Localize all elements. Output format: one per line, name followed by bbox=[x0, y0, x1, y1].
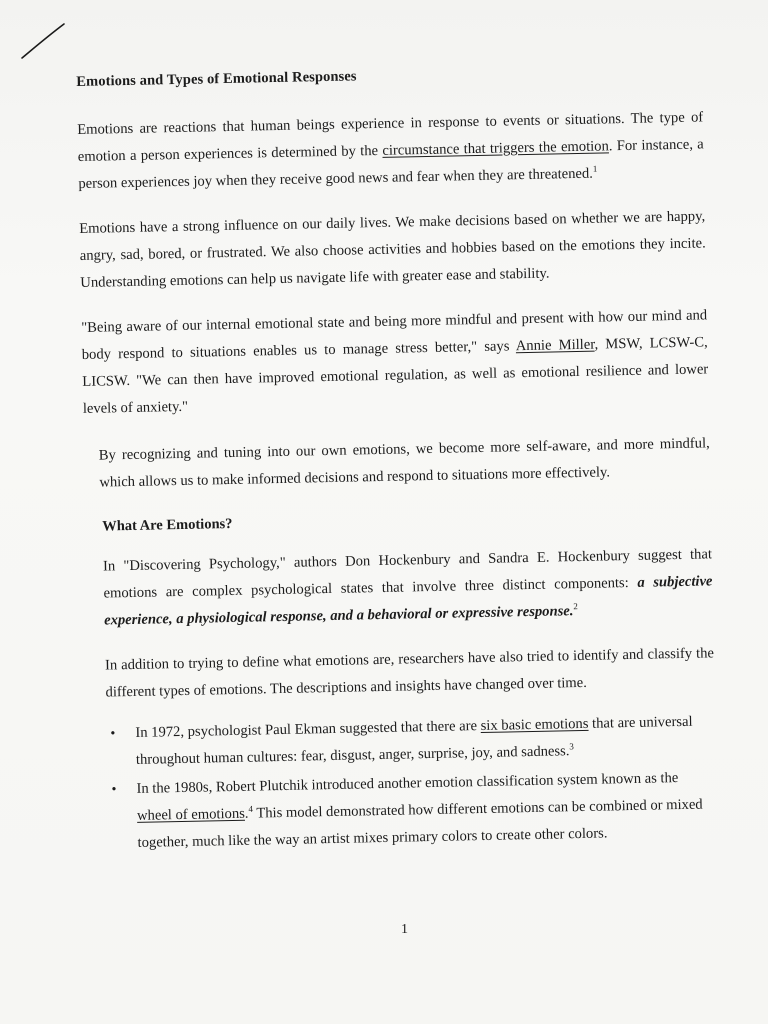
footnote-ref-4: 4 bbox=[248, 803, 254, 814]
section-heading-what-are-emotions: What Are Emotions? bbox=[102, 515, 233, 535]
document-title: Emotions and Types of Emotional Responses bbox=[76, 68, 357, 90]
pen-stroke-mark bbox=[18, 22, 68, 62]
link-wheel-of-emotions[interactable]: wheel of emotions bbox=[136, 805, 246, 824]
paragraph-hockenbury: In "Discovering Psychology," authors Don Hockenbury and Sandra E. Hockenbury suggest that emotions are complex psychological states that involve three distinct components: a subjective experience, a physiological response, and a behavioral or expressive response.$^2$ bbox=[102, 546, 713, 629]
bullet-icon: • bbox=[111, 782, 117, 798]
list-item-plutchik: • In the 1980s, Robert Plutchik introduced another emotion classification system known as the wheel of emotions.$^4$ This model demonstrated how different emotions can be combined or mixed together, much like the way an artist mixes primary colors to create other colors. bbox=[111, 770, 703, 851]
paragraph-self-awareness: By recognizing and tuning into our own emotions, we become more self-aware, and more mindful, which allows us to make informed decisions and respond to situations more effectively. bbox=[98, 435, 710, 491]
paragraph-influence: Emotions have a strong influence on our daily lives. We make decisions based on whether we are happy, angry, sad, bored, or frustrated. We also choose activities and hobbies based on the emotions they incite. Understanding emotions can help us navigate life with greater ease and stability. bbox=[79, 208, 706, 291]
footnote-ref-3: 3 bbox=[569, 741, 574, 752]
paragraph-quote: "Being aware of our internal emotional state and being more mindful and present with how our mind and body respond to situations enables us to manage stress better," says Annie Miller, MSW, LCSW-C, LICSW. "We can then have improved emotional regulation, as well as emotional resilience and lower levels of anxiety." bbox=[81, 307, 709, 417]
document-body bbox=[76, 53, 718, 859]
list-item-ekman: • In 1972, psychologist Paul Ekman suggested that there are six basic emotions that are universal throughout human cultures: fear, disgust, anger, surprise, joy, and sadness.$^3$ bbox=[110, 713, 693, 768]
emphasis-components: a subjective experience, a physiological response, and a behavioral or expressive response. bbox=[103, 573, 713, 629]
footnote-ref-2: 2 bbox=[573, 601, 578, 612]
paragraph-classification: In addition to trying to define what emotions are, researchers have also tried to identify and classify the different types of emotions. The descriptions and insights have changed over time. bbox=[104, 645, 715, 701]
page-number: 1 bbox=[401, 922, 408, 937]
bullet-icon: • bbox=[110, 726, 116, 742]
bullet-list bbox=[89, 708, 718, 858]
footnote-ref-1: 1 bbox=[592, 163, 598, 174]
link-annie-miller[interactable]: Annie Miller bbox=[515, 336, 595, 355]
link-six-basic-emotions[interactable]: six basic emotions bbox=[480, 715, 589, 735]
paragraph-intro: Emotions are reactions that human beings experience in response to events or situations. The type of emotion a person experiences is determined by the circumstance that triggers the emotion. For instance, a person experiences joy when they receive good news and fear when they are threatened.$^1$ bbox=[77, 109, 704, 192]
link-circumstance[interactable]: circumstance that triggers the emotion bbox=[382, 138, 609, 159]
